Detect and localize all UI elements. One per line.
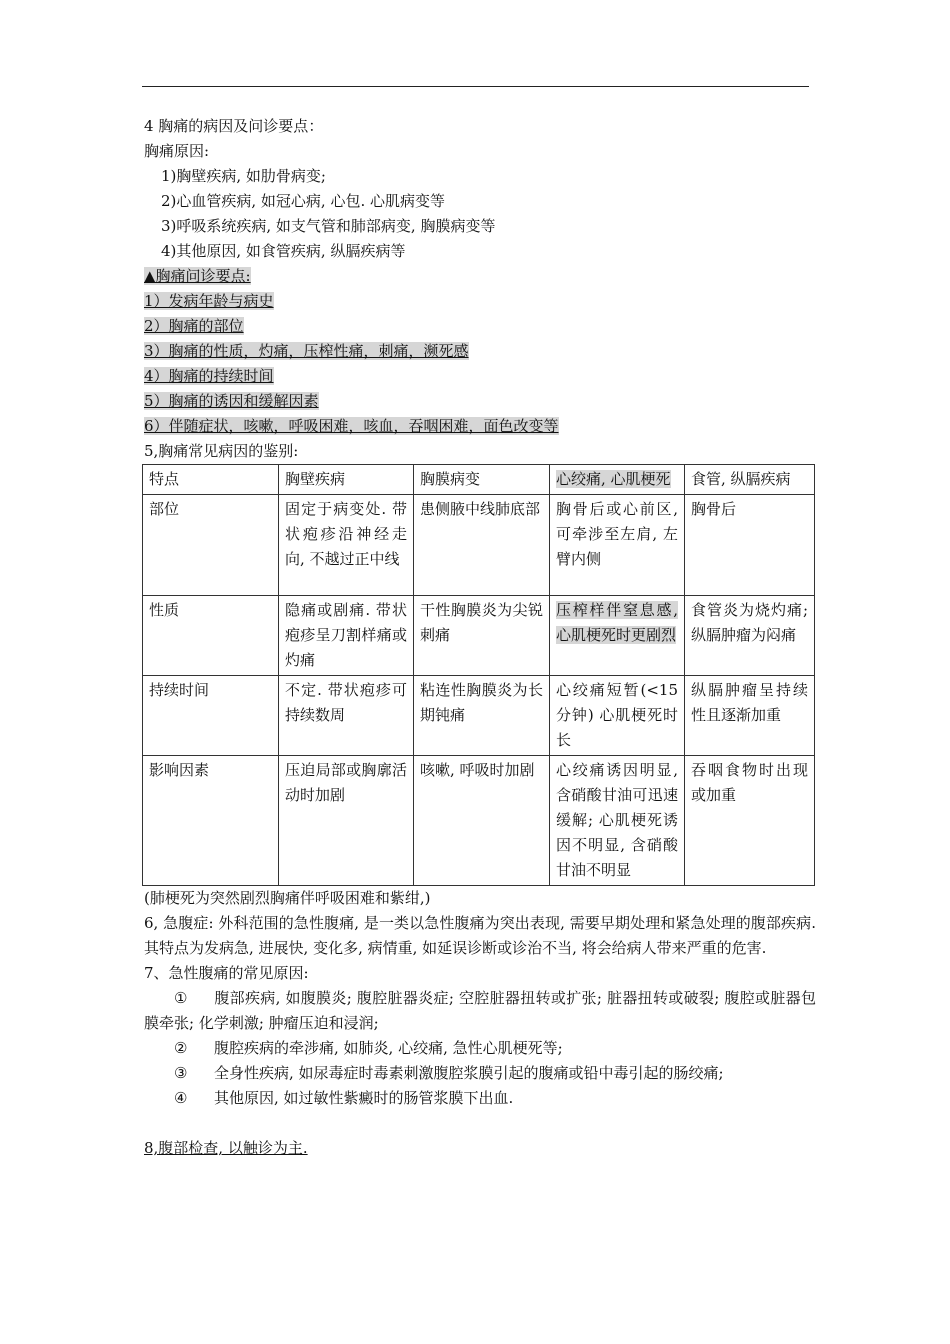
header-rule [142, 86, 809, 87]
cause-item-4: 4)其他原因, 如食管疾病, 纵膈疾病等 [161, 242, 406, 260]
cause-item-3: 3)呼吸系统疾病, 如支气管和肺部病变, 胸膜病变等 [161, 217, 496, 235]
table-cell: 固定于病变处. 带状疱疹沿神经走向, 不越过正中线 [279, 495, 414, 596]
table-cell: 吞咽食物时出现或加重 [685, 756, 815, 886]
table-cell: 食管炎为烧灼痛; 纵膈肿瘤为闷痛 [685, 596, 815, 676]
table-header-cell [550, 465, 685, 495]
section-8-title: 8,腹部检查, 以触诊为主. [144, 1139, 308, 1157]
table-cell: 干性胸膜炎为尖锐刺痛 [414, 596, 550, 676]
table-cell: 粘连性胸膜炎为长期钝痛 [414, 676, 550, 756]
list-item-text: 腹腔疾病的牵涉痛, 如肺炎, 心绞痛, 急性心肌梗死等; [214, 1039, 563, 1057]
list-item [144, 1061, 816, 1086]
document-body [144, 114, 816, 1161]
table-cell: 纵膈肿瘤呈持续性且逐渐加重 [685, 676, 815, 756]
table-cell: 胸骨后或心前区, 可牵涉至左肩, 左臂内侧 [550, 495, 685, 596]
list-item-text: 全身性疾病, 如尿毒症时毒素刺激腹腔浆膜引起的腹痛或铅中毒引起的肠绞痛; [214, 1064, 724, 1082]
section-7-title: 7、急性腹痛的常见原因: [144, 964, 309, 982]
table-row [143, 676, 815, 756]
list-item-text: 腹部疾病, 如腹膜炎; 腹腔脏器炎症; 空腔脏器扭转或扩张; 脏器扭转或破裂; 腹腔或脏器包膜牵张; 化学刺激; 肿瘤压迫和浸润; [144, 989, 816, 1032]
table-row [143, 596, 815, 676]
inquiry-item-4: 4）胸痛的持续时间 [144, 367, 274, 385]
highlighted-text: 压榨样伴窒息感, 心肌梗死时更剧烈 [556, 601, 678, 644]
causes-label: 胸痛原因: [144, 142, 210, 160]
section-5-title: 5,胸痛常见病因的鉴别: [144, 442, 299, 460]
cause-item-1: 1)胸壁疾病, 如肋骨病变; [161, 167, 326, 185]
list-item-number: ③ [174, 1064, 188, 1082]
table-cell: 性质 [143, 596, 279, 676]
table-header-cell: 胸壁疾病 [279, 465, 414, 495]
table-cell: 不定. 带状疱疹可持续数周 [279, 676, 414, 756]
list-item-number: ② [174, 1039, 188, 1057]
table-cell: 压迫局部或胸廓活动时加剧 [279, 756, 414, 886]
table-note: (肺梗死为突然剧烈胸痛伴呼吸困难和紫绀,) [144, 889, 431, 907]
highlighted-text: 心绞痛, 心肌梗死 [556, 470, 671, 488]
table-row [143, 756, 815, 886]
table-cell: 心绞痛短暂(<15 分钟) 心肌梗死时长 [550, 676, 685, 756]
table-cell: 隐痛或剧痛. 带状疱疹呈刀割样痛或灼痛 [279, 596, 414, 676]
inquiry-item-5: 5）胸痛的诱因和缓解因素 [144, 392, 319, 410]
table-header-cell: 胸膜病变 [414, 465, 550, 495]
inquiry-item-1: 1）发病年龄与病史 [144, 292, 274, 310]
chest-pain-comparison-table [142, 464, 815, 886]
list-item [144, 1086, 816, 1111]
list-item-text: 其他原因, 如过敏性紫癜时的肠管浆膜下出血. [214, 1089, 514, 1107]
table-row [143, 495, 815, 596]
table-cell: 持续时间 [143, 676, 279, 756]
list-item [144, 1036, 816, 1061]
table-cell: 心绞痛诱因明显, 含硝酸甘油可迅速缓解; 心肌梗死诱因不明显, 含硝酸甘油不明显 [550, 756, 685, 886]
table-cell: 部位 [143, 495, 279, 596]
table-cell: 胸骨后 [685, 495, 815, 596]
table-header-row [143, 465, 815, 495]
cause-item-2: 2)心血管疾病, 如冠心病, 心包. 心肌病变等 [161, 192, 446, 210]
inquiry-item-2: 2）胸痛的部位 [144, 317, 244, 335]
list-item-number: ① [174, 989, 188, 1007]
table-cell: 咳嗽, 呼吸时加剧 [414, 756, 550, 886]
table-header-cell: 食管, 纵膈疾病 [685, 465, 815, 495]
list-item-number: ④ [174, 1089, 188, 1107]
list-item [144, 986, 816, 1036]
table-cell [550, 596, 685, 676]
section-4-title: 4 胸痛的病因及问诊要点： [144, 117, 324, 135]
table-header-cell: 特点 [143, 465, 279, 495]
inquiry-item-6: 6）伴随症状，咳嗽，呼吸困难，咳血，吞咽困难，面色改变等 [144, 417, 559, 435]
inquiry-item-3: 3）胸痛的性质，灼痛，压榨性痛，刺痛，濒死感 [144, 342, 469, 360]
section-6-paragraph: 6, 急腹症: 外科范围的急性腹痛, 是一类以急性腹痛为突出表现, 需要早期处理和紧急处理的腹部疾病. 其特点为发病急, 进展快, 变化多, 病情重, 如延误诊断或诊治不当, 将会给病人带来严重的危害. [144, 914, 816, 957]
table-cell: 患侧腋中线肺底部 [414, 495, 550, 596]
inquiry-title: ▲胸痛问诊要点: [144, 267, 251, 285]
table-cell: 影响因素 [143, 756, 279, 886]
